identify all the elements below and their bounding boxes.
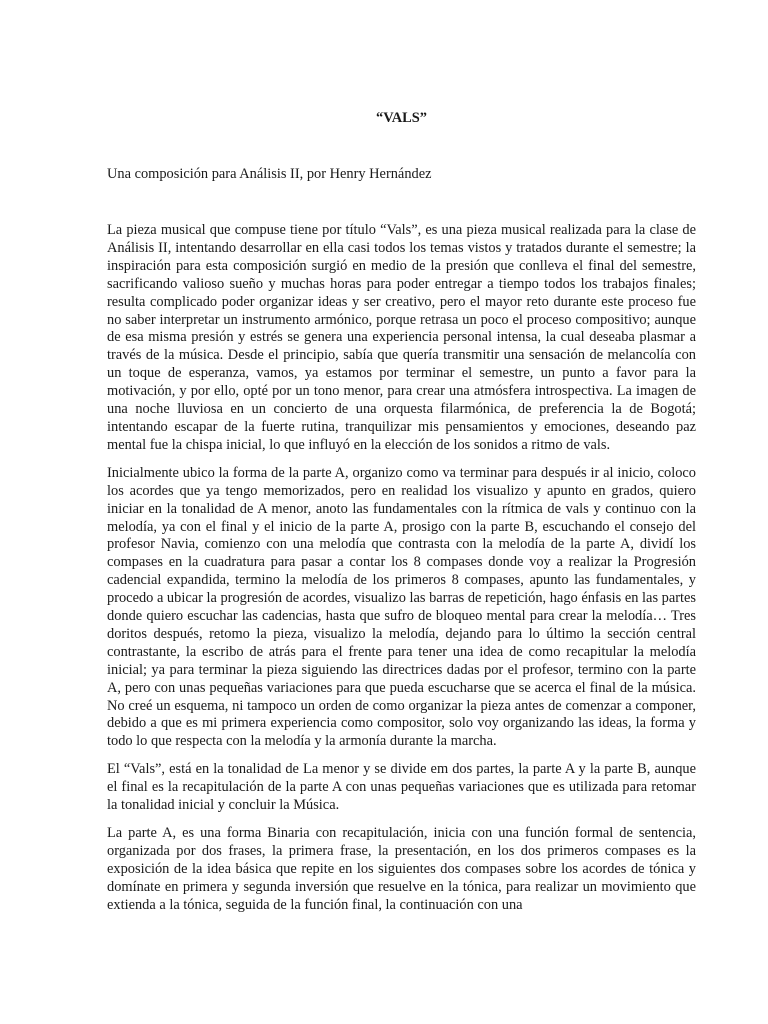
document-title: “VALS” (376, 110, 427, 126)
paragraph-3: El “Vals”, está en la tonalidad de La menor y se divide em dos partes, la parte A y la parte B, aunque el final es la recapitulación de la parte A con unas pequeñas variaciones que es utilizada para retomar la tonalidad inicial y concluir la Música. (107, 761, 696, 814)
paragraph-4: La parte A, es una forma Binaria con recapitulación, inicia con una función formal de sentencia, organizada por dos frases, la primera frase, la presentación, en los dos primeros compases es la exposición de la idea básica que repite en los siguientes dos compases sobre los acordes de tónica y domínate en primera y segunda inversión que resuelve en la tónica, para realizar un movimiento que extienda a la tónica, seguida de la función final, la continuación con una (107, 825, 696, 913)
document-body (107, 222, 696, 925)
document-subtitle: Una composición para Análisis II, por Henry Hernández (107, 166, 432, 182)
paragraph-2: Inicialmente ubico la forma de la parte A, organizo como va terminar para después ir al inicio, coloco los acordes que ya tengo memorizados, pero en realidad los visualizo y apunto en grados, quiero iniciar en la tonalidad de A menor, anoto las fundamentales con la rítmica de vals y continuo con la melodía, ya con el final y el inicio de la parte A, prosigo con la parte B, escuchando el consejo del profesor Navia, comienzo con una melodía que contrasta con la melodía de la parte A, dividí los compases en la cuadratura para pasar a contar los 8 compases donde voy a realizar la Progresión cadencial expandida, termino la melodía de los primeros 8 compases, apunto las fundamentales, y procedo a ubicar la progresión de acordes, visualizo las barras de repetición, hago énfasis en las partes donde quiero escuchar las cadencias, hasta que sufro de bloqueo mental para crear la melodía… Tres doritos después, retomo la pieza, visualizo la melodía, dejando para lo último la sección central contrastante, la escribo de atrás para el frente para tener una idea de como recapitular la melodía inicial; ya para terminar la pieza siguiendo las directrices dadas por el profesor, termino con la parte A, pero con unas pequeñas variaciones para que pueda escucharse que se acerca el final de la música. No creé un esquema, ni tampoco un orden de como organizar la pieza antes de comenzar a componer, debido a que es mi primera experiencia como compositor, solo voy organizando las ideas, la forma y todo lo que respecta con la melodía y la armonía durante la marcha. (107, 464, 696, 750)
paragraph-1: La pieza musical que compuse tiene por título “Vals”, es una pieza musical realizada para la clase de Análisis II, intentando desarrollar en ella casi todos los temas vistos y tratados durante el semestre; la inspiración para esta composición surgió en medio de la presión que conlleva el final del semestre, sacrificando valioso sueño y muchas horas para poder entregar a tiempo todos los trabajos finales; resulta complicado poder organizar ideas y ser creativo, pero el mayor reto durante este proceso fue no saber interpretar un instrumento armónico, porque retrasa un poco el proceso compositivo; aunque de esa misma presión y estrés se genera una experiencia personal intensa, la cual deseaba plasmar a través de la música. Desde el principio, sabía que quería transmitir una sensación de melancolía con un toque de esperanza, vamos, ya estamos por terminar el semestre, un punto a favor para la motivación, y por ello, opté por un tono menor, para crear una atmósfera introspectiva. La imagen de una noche lluviosa en un concierto de una orquesta filarmónica, de preferencia la de Bogotá; intentando escapar de la fuerte rutina, tranquilizar mis pensamientos y emociones, deseando paz mental fue la chispa inicial, lo que influyó en la elección de los sonidos a ritmo de vals. (107, 222, 696, 453)
